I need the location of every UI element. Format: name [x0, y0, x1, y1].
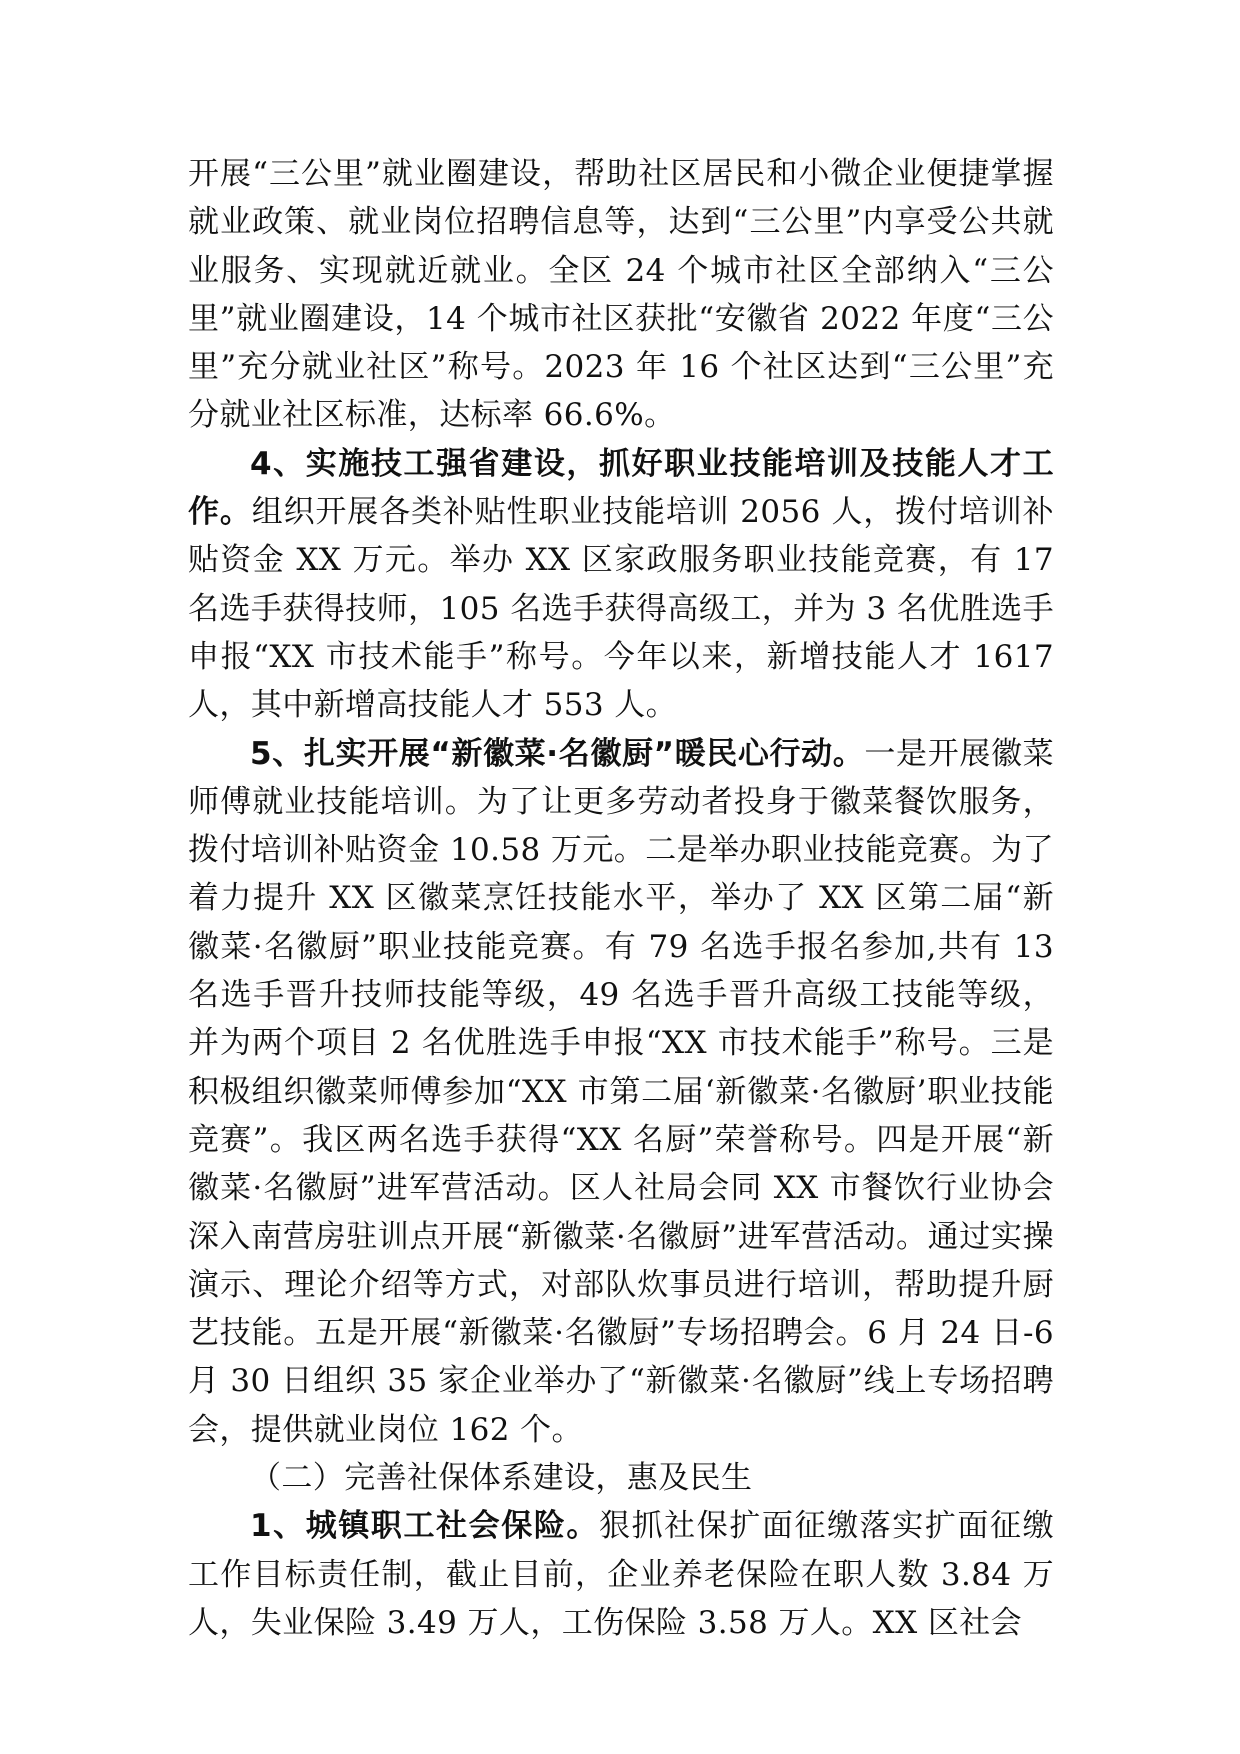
paragraph-skills-training [188, 440, 1054, 730]
section-heading-social-security [188, 1454, 1054, 1502]
paragraph-urban-insurance [188, 1502, 1054, 1647]
paragraph-text: 组织开展各类补贴性职业技能培训 2056 人，拨付培训补贴资金 XX 万元。举办 XX 区家政服务职业技能竞赛，有 17 名选手获得技师，105 名选手获得高级工，并为 3 名优胜选手申报“XX 市技术能手”称号。今年以来，新增技能人才 1617 人，其中新增高技能人才 553 人。 [188, 494, 1054, 724]
section-heading-text: （二）完善社保体系建设，惠及民生 [250, 1460, 753, 1497]
paragraph-text: 开展“三公里”就业圈建设，帮助社区居民和小微企业便捷掌握就业政策、就业岗位招聘信息等，达到“三公里”内享受公共就业服务、实现就近就业。全区 24 个城市社区全部纳入“三公里”就业圈建设，14 个城市社区获批“安徽省 2022 年度“三公里”充分就业社区”称号。2023 年 16 个社区达到“三公里”充分就业社区标准，达标率 66.6%。 [188, 156, 1054, 434]
paragraph-heading: 4、实施技工强省建设，抓好职业技能培训及技能人才工作。 [188, 445, 1054, 531]
paragraph-anhui-cuisine [188, 730, 1054, 1454]
paragraph-heading: 1、城镇职工社会保险。 [250, 1508, 599, 1545]
paragraph-text: 狠抓社保扩面征缴落实扩面征缴工作目标责任制，截止目前，企业养老保险在职人数 3.84 万人，失业保险 3.49 万人，工伤保险 3.58 万人。XX 区社会 [188, 1508, 1054, 1641]
paragraph-heading: 5、扎实开展“新徽菜·名徽厨”暖民心行动。 [250, 735, 865, 772]
paragraph-text: 一是开展徽菜师傅就业技能培训。为了让更多劳动者投身于徽菜餐饮服务，拨付培训补贴资金 10.58 万元。二是举办职业技能竞赛。为了着力提升 XX 区徽菜烹饪技能水平，举办了 XX 区第二届“新徽菜·名徽厨”职业技能竞赛。有 79 名选手报名参加,共有 13 名选手晋升技师技能等级，49 名选手晋升高级工技能等级，并为两个项目 2 名优胜选手申报“XX 市技术能手”称号。三是积极组织徽菜师傅参加“XX 市第二届‘新徽菜·名徽厨’职业技能竞赛”。我区两名选手获得“XX 名厨”荣誉称号。四是开展“新徽菜·名徽厨”进军营活动。区人社局会同 XX 市餐饮行业协会深入南营房驻训点开展“新徽菜·名徽厨”进军营活动。通过实操演示、理论介绍等方式，对部队炊事员进行培训，帮助提升厨艺技能。五是开展“新徽菜·名徽厨”专场招聘会。6 月 24 日-6 月 30 日组织 35 家企业举办了“新徽菜·名徽厨”线上专场招聘会，提供就业岗位 162 个。 [188, 735, 1054, 1448]
document-page [188, 150, 1054, 1647]
paragraph-employment-circle [188, 150, 1054, 440]
